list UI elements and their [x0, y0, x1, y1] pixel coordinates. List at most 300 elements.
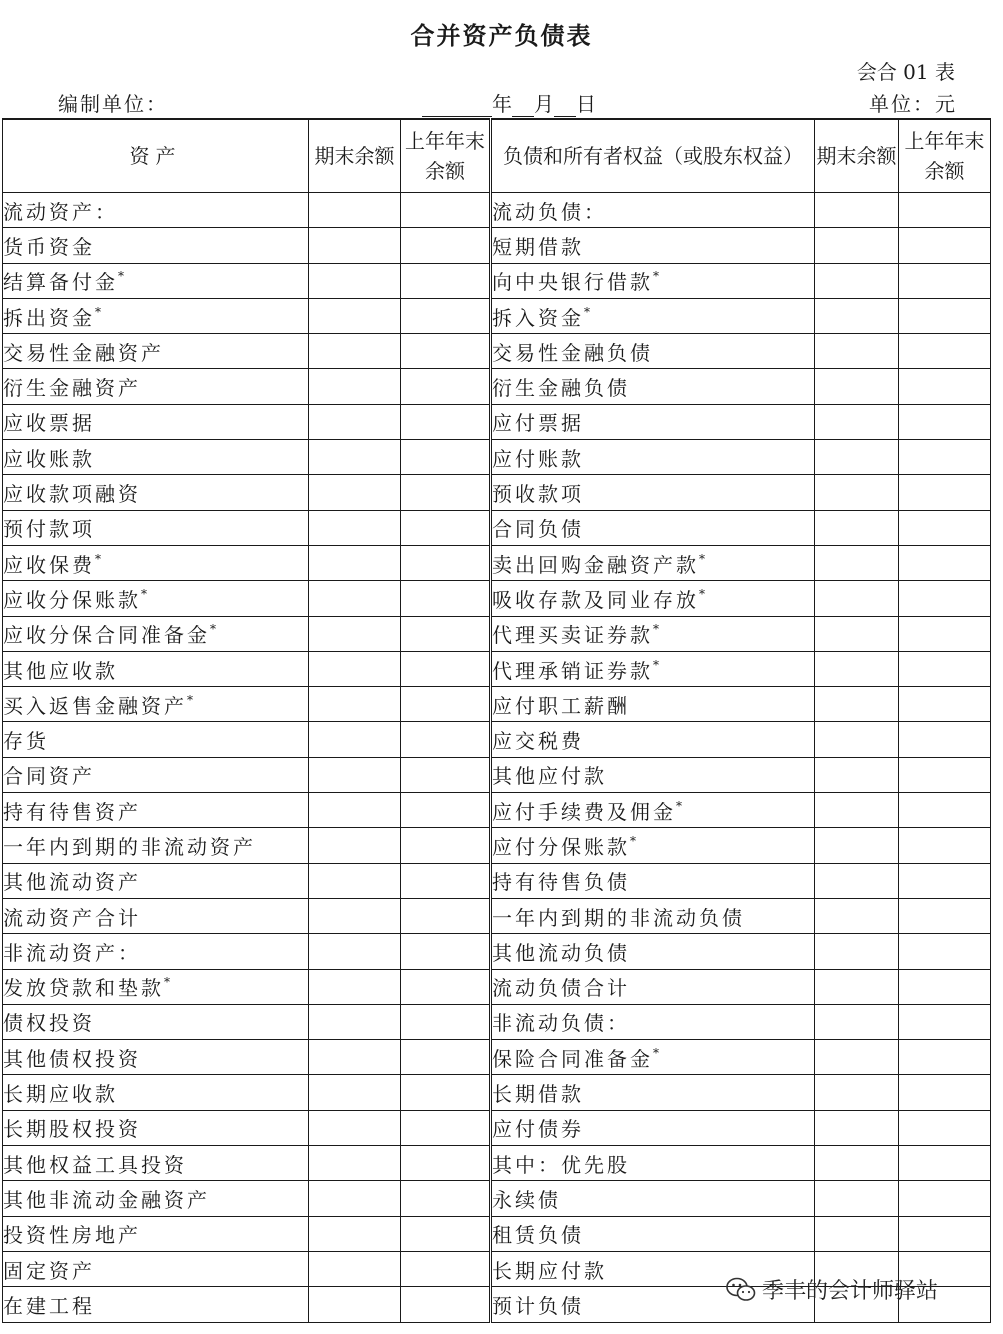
liability-item-text: 其他应付款 [492, 764, 607, 789]
liability-item-text: 代理承销证券款 [492, 658, 653, 683]
table-row [3, 581, 991, 616]
asset-prior-balance-cell [401, 581, 491, 616]
liability-prior-balance-cell [899, 334, 991, 369]
asset-item-text: 预付款项 [3, 517, 95, 542]
asset-end-balance-cell [309, 475, 401, 510]
asset-item [3, 1146, 309, 1181]
asset-prior-balance-cell [401, 828, 491, 863]
asterisk-mark: * [164, 975, 170, 990]
asset-prior-balance-cell [401, 334, 491, 369]
table-row [3, 475, 991, 510]
liability-item [491, 1216, 815, 1251]
liability-item-text: 应付账款 [492, 446, 584, 471]
liability-end-balance-cell [815, 757, 899, 792]
asterisk-mark: * [699, 551, 705, 566]
asset-item-text: 其他非流动金融资产 [3, 1187, 210, 1212]
liability-item [491, 228, 815, 263]
liability-item [491, 1110, 815, 1145]
asset-end-balance-cell [309, 263, 401, 298]
asset-end-balance-cell [309, 828, 401, 863]
liability-prior-balance-cell [899, 1146, 991, 1181]
asterisk-mark: * [95, 551, 101, 566]
liability-end-balance-cell [815, 969, 899, 1004]
asset-end-balance-cell [309, 510, 401, 545]
liability-item [491, 934, 815, 969]
liability-end-balance-cell [815, 828, 899, 863]
asset-end-balance-cell [309, 898, 401, 933]
asset-prior-balance-cell [401, 969, 491, 1004]
asset-end-balance-cell [309, 404, 401, 439]
liability-item-text: 应交税费 [492, 729, 584, 754]
liability-item [491, 722, 815, 757]
asset-prior-balance-cell [401, 228, 491, 263]
asset-prior-balance-cell [401, 1004, 491, 1039]
asset-item [3, 828, 309, 863]
asset-prior-balance-cell [401, 263, 491, 298]
table-row [3, 334, 991, 369]
table-row [3, 863, 991, 898]
liability-end-balance-cell [815, 1110, 899, 1145]
liability-prior-balance-cell [899, 475, 991, 510]
asset-item-text: 长期应收款 [3, 1082, 118, 1107]
liability-end-balance-cell [815, 369, 899, 404]
table-row [3, 793, 991, 828]
asset-item-text: 货币资金 [3, 234, 95, 259]
asset-item-text: 持有待售资产 [3, 799, 141, 824]
table-row [3, 510, 991, 545]
asset-item [3, 1216, 309, 1251]
date-line [422, 88, 596, 117]
table-row [3, 228, 991, 263]
asset-item-text: 买入返售金融资产 [3, 693, 187, 718]
liability-item [491, 369, 815, 404]
asset-end-balance-cell [309, 1216, 401, 1251]
liability-end-balance-cell [815, 1146, 899, 1181]
asset-item [3, 1110, 309, 1145]
liability-prior-balance-cell [899, 298, 991, 333]
liability-prior-balance-cell [899, 969, 991, 1004]
asset-item-text: 应收账款 [3, 446, 95, 471]
liability-end-balance-cell [815, 404, 899, 439]
liability-item-text: 流动负债合计 [492, 976, 630, 1001]
asset-item-text: 衍生金融资产 [3, 376, 141, 401]
table-row [3, 898, 991, 933]
asset-item [3, 298, 309, 333]
form-number: 会合 01 表 [856, 60, 955, 84]
liability-item-text: 应付职工薪酬 [492, 693, 630, 718]
asset-prior-balance-cell [401, 757, 491, 792]
liability-prior-balance-cell [899, 1004, 991, 1039]
asset-item [3, 1287, 309, 1322]
asset-item [3, 1251, 309, 1286]
col-liabilities: 负债和所有者权益（或股东权益） [491, 119, 815, 193]
liability-prior-balance-cell [899, 863, 991, 898]
asset-prior-balance-cell [401, 510, 491, 545]
liability-item [491, 193, 815, 228]
asset-prior-balance-cell [401, 369, 491, 404]
asset-item [3, 193, 309, 228]
asset-item-text: 结算备付金 [3, 270, 118, 295]
asterisk-mark: * [118, 269, 124, 284]
liability-end-balance-cell [815, 1004, 899, 1039]
liability-prior-balance-cell [899, 263, 991, 298]
asset-item-text: 长期股权投资 [3, 1117, 141, 1142]
table-row [3, 1040, 991, 1075]
liability-item [491, 616, 815, 651]
asset-end-balance-cell [309, 687, 401, 722]
liability-item [491, 1146, 815, 1181]
year-label: 年 [492, 92, 512, 116]
liability-item [491, 510, 815, 545]
asterisk-mark: * [653, 1045, 659, 1060]
liability-item-text: 合同负债 [492, 517, 584, 542]
asset-end-balance-cell [309, 334, 401, 369]
asset-item [3, 263, 309, 298]
asset-prior-balance-cell [401, 1216, 491, 1251]
liability-item-text: 非流动负债： [492, 1011, 630, 1036]
asset-item-text: 存货 [3, 729, 49, 754]
prior-line2: 余额 [924, 159, 965, 183]
table-row [3, 263, 991, 298]
table-row [3, 969, 991, 1004]
liability-end-balance-cell [815, 898, 899, 933]
asset-prior-balance-cell [401, 1287, 491, 1322]
asset-item [3, 545, 309, 580]
liability-end-balance-cell [815, 475, 899, 510]
asset-end-balance-cell [309, 1075, 401, 1110]
liability-item [491, 1075, 815, 1110]
asset-item-text: 在建工程 [3, 1293, 95, 1318]
table-row [3, 757, 991, 792]
table-row [3, 440, 991, 475]
liability-item [491, 969, 815, 1004]
org-label: 编制单位： [58, 92, 168, 116]
liability-prior-balance-cell [899, 1110, 991, 1145]
liability-item [491, 298, 815, 333]
asset-item-text: 拆出资金 [3, 305, 95, 330]
liability-prior-balance-cell [899, 581, 991, 616]
asset-item-text: 债权投资 [3, 1011, 95, 1036]
asset-prior-balance-cell [401, 1181, 491, 1216]
balance-sheet-table [2, 118, 991, 1323]
liability-item [491, 863, 815, 898]
liability-item [491, 404, 815, 439]
header-row [3, 119, 991, 193]
liability-item-text: 持有待售负债 [492, 870, 630, 895]
liability-item-text: 卖出回购金融资产款 [492, 552, 699, 577]
liability-prior-balance-cell [899, 616, 991, 651]
table-row [3, 1181, 991, 1216]
asset-item [3, 969, 309, 1004]
asterisk-mark: * [210, 622, 216, 637]
asterisk-mark: * [653, 269, 659, 284]
asterisk-mark: * [653, 622, 659, 637]
liability-item-text: 衍生金融负债 [492, 376, 630, 401]
asset-item [3, 475, 309, 510]
liability-prior-balance-cell [899, 757, 991, 792]
asset-prior-balance-cell [401, 1146, 491, 1181]
liability-item [491, 581, 815, 616]
liability-prior-balance-cell [899, 1181, 991, 1216]
liability-item-text: 吸收存款及同业存放 [492, 587, 699, 612]
asset-item [3, 1040, 309, 1075]
asset-item [3, 934, 309, 969]
table-row [3, 1216, 991, 1251]
table-row [3, 404, 991, 439]
asset-prior-balance-cell [401, 651, 491, 686]
liability-item-text: 应付分保账款 [492, 834, 630, 859]
liability-item [491, 651, 815, 686]
asset-prior-balance-cell [401, 722, 491, 757]
asset-item-text: 流动资产合计 [3, 905, 141, 930]
unit-label: 单位：元 [869, 92, 957, 116]
asset-prior-balance-cell [401, 1075, 491, 1110]
asterisk-mark: * [584, 304, 590, 319]
asset-prior-balance-cell [401, 687, 491, 722]
liability-item-text: 交易性金融负债 [492, 340, 653, 365]
asset-item-text: 固定资产 [3, 1258, 95, 1283]
asset-end-balance-cell [309, 1251, 401, 1286]
liability-prior-balance-cell [899, 1075, 991, 1110]
liability-item-text: 应付手续费及佣金 [492, 799, 676, 824]
table-row [3, 687, 991, 722]
asterisk-mark: * [95, 304, 101, 319]
watermark [726, 1274, 938, 1305]
asset-item [3, 651, 309, 686]
liability-item-text: 一年内到期的非流动负债 [492, 905, 745, 930]
liability-item-text: 预收款项 [492, 482, 584, 507]
table-row [3, 722, 991, 757]
col-end-balance-assets: 期末余额 [309, 119, 401, 193]
asset-item [3, 722, 309, 757]
watermark-text: 季丰的会计师驿站 [762, 1279, 939, 1304]
liability-item-text: 应付债券 [492, 1117, 584, 1142]
asterisk-mark: * [699, 586, 705, 601]
liability-prior-balance-cell [899, 440, 991, 475]
asterisk-mark: * [630, 833, 636, 848]
asset-prior-balance-cell [401, 616, 491, 651]
table-row [3, 298, 991, 333]
day-blank [554, 96, 576, 117]
asset-prior-balance-cell [401, 298, 491, 333]
liability-end-balance-cell [815, 687, 899, 722]
liability-end-balance-cell [815, 545, 899, 580]
liability-end-balance-cell [815, 863, 899, 898]
liability-item [491, 828, 815, 863]
col-assets: 资产 [3, 119, 309, 193]
asset-item [3, 793, 309, 828]
liability-end-balance-cell [815, 722, 899, 757]
table-row [3, 616, 991, 651]
liability-item-text: 短期借款 [492, 234, 584, 259]
liability-item [491, 334, 815, 369]
asset-item-text: 发放贷款和垫款 [3, 976, 164, 1001]
liability-item [491, 687, 815, 722]
liability-prior-balance-cell [899, 1040, 991, 1075]
liability-item [491, 793, 815, 828]
asset-item-text: 非流动资产： [3, 940, 141, 965]
asset-prior-balance-cell [401, 1040, 491, 1075]
liability-end-balance-cell [815, 263, 899, 298]
asset-end-balance-cell [309, 757, 401, 792]
liability-item-text: 其他流动负债 [492, 940, 630, 965]
asset-item-text: 应收分保合同准备金 [3, 623, 210, 648]
table-row [3, 545, 991, 580]
wechat-icon [726, 1277, 756, 1303]
asterisk-mark: * [141, 586, 147, 601]
liability-item-text: 应付票据 [492, 411, 584, 436]
asset-end-balance-cell [309, 1110, 401, 1145]
liability-item-text: 拆入资金 [492, 305, 584, 330]
liability-end-balance-cell [815, 934, 899, 969]
asset-prior-balance-cell [401, 475, 491, 510]
table-row [3, 1146, 991, 1181]
asset-end-balance-cell [309, 193, 401, 228]
liability-item-text: 向中央银行借款 [492, 270, 653, 295]
asset-end-balance-cell [309, 969, 401, 1004]
liability-end-balance-cell [815, 440, 899, 475]
liability-end-balance-cell [815, 510, 899, 545]
table-row [3, 1110, 991, 1145]
asset-item-text: 其他应收款 [3, 658, 118, 683]
liability-end-balance-cell [815, 298, 899, 333]
asset-item [3, 440, 309, 475]
asset-end-balance-cell [309, 1040, 401, 1075]
asset-item [3, 757, 309, 792]
liability-prior-balance-cell [899, 193, 991, 228]
liability-item-text: 流动负债： [492, 199, 607, 224]
asset-prior-balance-cell [401, 404, 491, 439]
asset-prior-balance-cell [401, 193, 491, 228]
asset-item [3, 687, 309, 722]
liability-item-text: 永续债 [492, 1187, 561, 1212]
liability-prior-balance-cell [899, 1216, 991, 1251]
asset-item [3, 369, 309, 404]
col-prior-balance-liab [899, 119, 991, 193]
liability-prior-balance-cell [899, 369, 991, 404]
asset-end-balance-cell [309, 545, 401, 580]
liability-item [491, 440, 815, 475]
asset-item-text: 投资性房地产 [3, 1223, 141, 1248]
liability-item [491, 263, 815, 298]
asset-item-text: 应收保费 [3, 552, 95, 577]
asset-item-text: 应收款项融资 [3, 482, 141, 507]
month-blank [512, 96, 534, 117]
asset-end-balance-cell [309, 440, 401, 475]
asset-item [3, 1004, 309, 1039]
liability-item [491, 545, 815, 580]
asset-prior-balance-cell [401, 545, 491, 580]
table-row [3, 934, 991, 969]
asset-prior-balance-cell [401, 898, 491, 933]
liability-end-balance-cell [815, 793, 899, 828]
liability-prior-balance-cell [899, 687, 991, 722]
asset-item [3, 1181, 309, 1216]
liability-end-balance-cell [815, 1216, 899, 1251]
asset-end-balance-cell [309, 722, 401, 757]
asset-item-text: 合同资产 [3, 764, 95, 789]
liability-end-balance-cell [815, 228, 899, 263]
liability-item [491, 898, 815, 933]
asset-end-balance-cell [309, 616, 401, 651]
liability-end-balance-cell [815, 581, 899, 616]
month-label: 月 [534, 92, 554, 116]
asset-end-balance-cell [309, 298, 401, 333]
asterisk-mark: * [187, 692, 193, 707]
liability-item [491, 757, 815, 792]
asset-item [3, 510, 309, 545]
liability-item-text: 长期应付款 [492, 1258, 607, 1283]
liability-prior-balance-cell [899, 934, 991, 969]
liability-item [491, 1040, 815, 1075]
asset-item-text: 其他权益工具投资 [3, 1152, 187, 1177]
liability-end-balance-cell [815, 616, 899, 651]
asterisk-mark: * [653, 657, 659, 672]
liability-item-text: 长期借款 [492, 1082, 584, 1107]
asset-prior-balance-cell [401, 934, 491, 969]
table-row [3, 193, 991, 228]
asset-item [3, 404, 309, 439]
table-row [3, 1004, 991, 1039]
asset-prior-balance-cell [401, 1251, 491, 1286]
asset-item [3, 228, 309, 263]
asset-item [3, 581, 309, 616]
day-label: 日 [576, 92, 596, 116]
asset-end-balance-cell [309, 863, 401, 898]
asset-item-text: 流动资产： [3, 199, 118, 224]
page-title: 合并资产负债表 [410, 21, 593, 50]
liability-end-balance-cell [815, 1075, 899, 1110]
liability-prior-balance-cell [899, 545, 991, 580]
liability-end-balance-cell [815, 193, 899, 228]
liability-item [491, 1181, 815, 1216]
asset-end-balance-cell [309, 369, 401, 404]
asset-end-balance-cell [309, 934, 401, 969]
liability-item [491, 475, 815, 510]
liability-end-balance-cell [815, 1040, 899, 1075]
liability-prior-balance-cell [899, 228, 991, 263]
liability-item-text: 预计负债 [492, 1293, 584, 1318]
asset-item-text: 交易性金融资产 [3, 340, 164, 365]
asset-item [3, 898, 309, 933]
liability-end-balance-cell [815, 1181, 899, 1216]
asset-end-balance-cell [309, 793, 401, 828]
liability-end-balance-cell [815, 334, 899, 369]
liability-item-text: 保险合同准备金 [492, 1046, 653, 1071]
liability-item-text: 代理买卖证券款 [492, 623, 653, 648]
asset-prior-balance-cell [401, 863, 491, 898]
liability-prior-balance-cell [899, 510, 991, 545]
asset-item-text: 应收分保账款 [3, 587, 141, 612]
liability-prior-balance-cell [899, 828, 991, 863]
asset-item [3, 334, 309, 369]
asset-end-balance-cell [309, 1287, 401, 1322]
table-row [3, 651, 991, 686]
asset-item-text: 一年内到期的非流动资产 [3, 834, 256, 859]
asset-prior-balance-cell [401, 793, 491, 828]
liability-prior-balance-cell [899, 793, 991, 828]
prior-line1: 上年年末 [405, 129, 485, 153]
asset-end-balance-cell [309, 581, 401, 616]
prior-line2: 余额 [425, 159, 465, 183]
col-prior-balance-assets [401, 119, 491, 193]
asset-end-balance-cell [309, 1004, 401, 1039]
asset-prior-balance-cell [401, 440, 491, 475]
asset-prior-balance-cell [401, 1110, 491, 1145]
table-row [3, 828, 991, 863]
asset-item-text: 应收票据 [3, 411, 95, 436]
liability-item [491, 1004, 815, 1039]
